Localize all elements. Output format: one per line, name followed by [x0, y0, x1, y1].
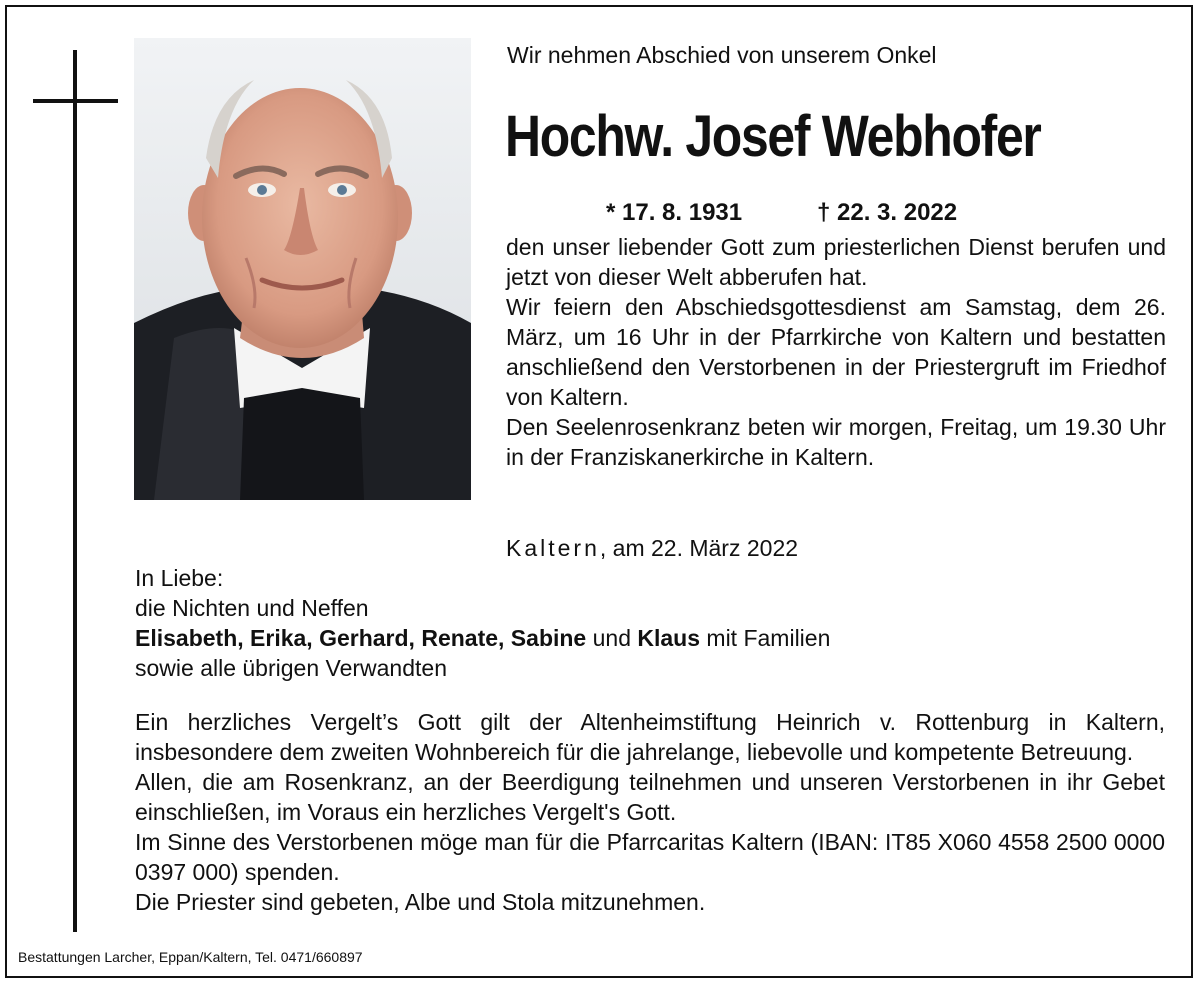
- mourner-last-name: Klaus: [637, 625, 701, 651]
- birth-date: * 17. 8. 1931: [606, 199, 743, 226]
- thanks-paragraph: Die Priester sind gebeten, Albe und Stola mitzunehmen.: [135, 889, 706, 915]
- announcement-paragraph: Wir feiern den Abschiedsgottesdienst am Samstag, dem 26. März, um 16 Uhr in der Pfarrkirche von Kaltern und bestatten anschließend den Verstorbenen in der Priestergruft im Friedhof von Kaltern.: [506, 294, 1166, 410]
- mourner-families: mit Familien: [700, 625, 831, 651]
- thanks-paragraph: Ein herzliches Vergelt’s Gott gilt der Altenheimstiftung Heinrich v. Rottenburg in Kaltern, insbesondere dem zweiten Wohnbereich für die jahrelange, liebevolle und kompetente Betreuung.: [135, 709, 1165, 765]
- mourners-block: [135, 563, 830, 683]
- death-date: † 22. 3. 2022: [817, 199, 958, 226]
- announcement-paragraph: Den Seelenrosenkranz beten wir morgen, Freitag, um 19.30 Uhr in der Franziskanerkirche in Kaltern.: [506, 414, 1166, 470]
- mourner-and: und: [586, 625, 638, 651]
- portrait-photo: [134, 38, 471, 500]
- thanks-paragraph: Allen, die am Rosenkranz, an der Beerdigung teilnehmen und unseren Verstorbenen in ihr Gebet einschließen, im Voraus ein herzliches Vergelt's Gott.: [135, 769, 1165, 825]
- place-name: Kaltern: [506, 535, 600, 561]
- intro-line: Wir nehmen Abschied von unserem Onkel: [507, 42, 937, 68]
- mourners-names: [135, 623, 830, 653]
- cross-horizontal-bar: [33, 99, 118, 103]
- announcement-paragraph: den unser liebender Gott zum priesterlichen Dienst berufen und jetzt von dieser Welt abberufen hat.: [506, 234, 1166, 290]
- funeral-home-footer: Bestattungen Larcher, Eppan/Kaltern, Tel. 0471/660897: [18, 949, 363, 965]
- mourners-relatives: sowie alle übrigen Verwandten: [135, 655, 447, 681]
- thanks-text: [135, 707, 1165, 917]
- cross-vertical-bar: [73, 50, 77, 932]
- mourner-names-bold: Elisabeth, Erika, Gerhard, Renate, Sabine: [135, 625, 587, 651]
- thanks-paragraph: Im Sinne des Verstorbenen möge man für die Pfarrcaritas Kaltern (IBAN: IT85 X060 4558 2500 0000 0397 000) spenden.: [135, 829, 1165, 885]
- deceased-name: Hochw. Josef Webhofer: [505, 104, 1041, 169]
- place-and-date: [506, 533, 798, 563]
- announcement-text: [506, 232, 1166, 472]
- mourners-relation: die Nichten und Neffen: [135, 595, 369, 621]
- mourners-intro: In Liebe:: [135, 565, 224, 591]
- notice-date: , am 22. März 2022: [599, 535, 799, 561]
